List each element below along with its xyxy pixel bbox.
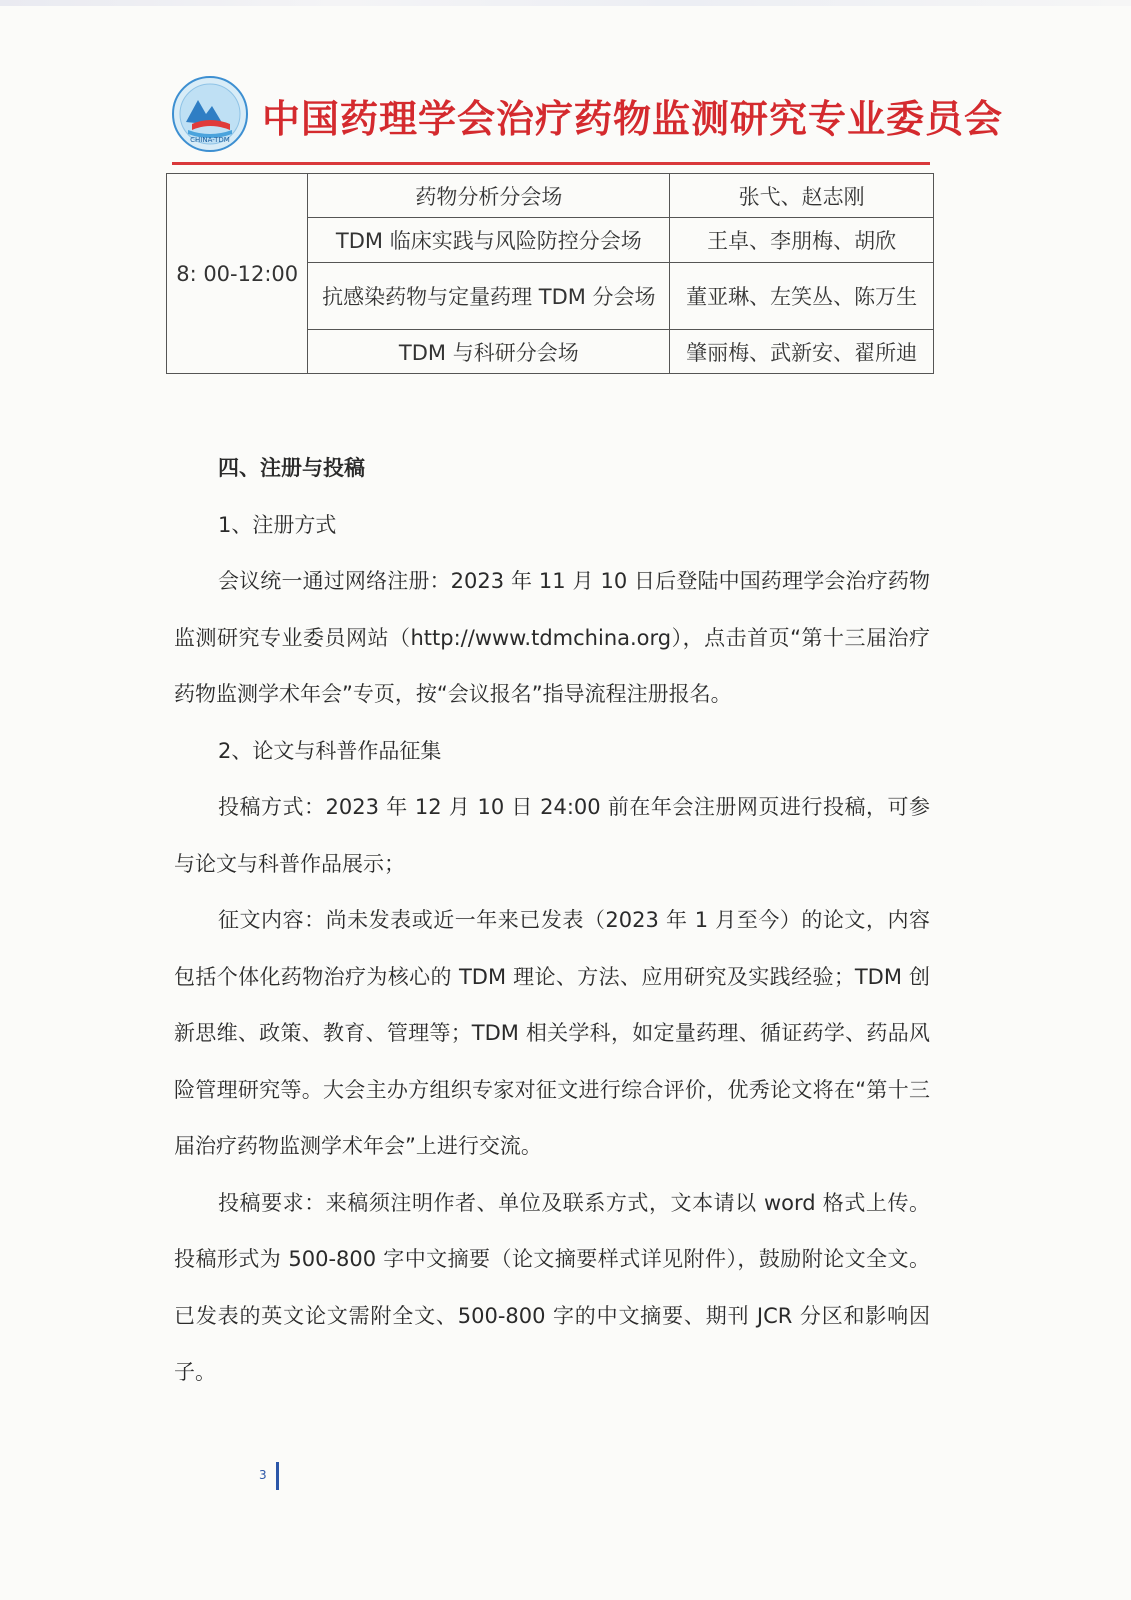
china-tdm-logo-icon	[172, 76, 248, 152]
venue-cell: 抗感染药物与定量药理 TDM 分会场	[308, 263, 670, 330]
subheading-papers: 2、论文与科普作品征集	[218, 738, 442, 763]
chairs-cell: 肇丽梅、武新安、翟所迪	[670, 330, 934, 374]
content-paragraph: 征文内容：尚未发表或近一年来已发表（2023 年 1 月至今）的论文，内容包括个体化药物治疗为核心的 TDM 理论、方法、应用研究及实践经验；TDM 创新思维、政策、教育、管理等；TDM 相关学科，如定量药理、循证药学、药品风险管理研究等。大会主办方组织专家对征文进行综合评价，优秀论文将在“第十三届治疗药物监测学术年会”上进行交流。	[174, 908, 930, 1158]
venue-cell: 药物分析分会场	[308, 174, 670, 218]
section-heading: 四、注册与投稿	[218, 456, 365, 480]
registration-section	[174, 440, 930, 1401]
submission-method-paragraph: 投稿方式：2023 年 12 月 10 日 24:00 前在年会注册网页进行投稿，可参与论文与科普作品展示；	[174, 795, 930, 876]
page-number: 3	[259, 1468, 267, 1482]
chairs-cell: 张弋、赵志刚	[670, 174, 934, 218]
organization-title: 中国药理学会治疗药物监测研究专业委员会	[262, 97, 1004, 141]
table-row	[167, 174, 934, 218]
svg-text:CHINA-TDM: CHINA-TDM	[190, 136, 230, 144]
requirements-paragraph: 投稿要求：来稿须注明作者、单位及联系方式，文本请以 word 格式上传。投稿形式为 500-800 字中文摘要（论文摘要样式详见附件），鼓励附论文全文。已发表的英文论文需附全文、500-800 字的中文摘要、期刊 JCR 分区和影响因子。	[174, 1190, 930, 1384]
chairs-cell: 董亚琳、左笑丛、陈万生	[670, 263, 934, 330]
venue-cell: TDM 临床实践与风险防控分会场	[308, 218, 670, 263]
venue-cell: TDM 与科研分会场	[308, 330, 670, 374]
header-rule	[172, 162, 930, 165]
schedule-table	[166, 173, 934, 374]
letterhead	[172, 76, 1004, 168]
chairs-cell: 王卓、李朋梅、胡欣	[670, 218, 934, 263]
scan-edge	[0, 0, 1131, 6]
time-cell: 8: 00-12:00	[167, 174, 308, 374]
registration-paragraph: 会议统一通过网络注册：2023 年 11 月 10 日后登陆中国药理学会治疗药物监测研究专业委员网站（http://www.tdmchina.org），点击首页“第十三届治疗药物监测学术年会”专页，按“会议报名”指导流程注册报名。	[174, 569, 930, 706]
subheading-registration: 1、注册方式	[218, 512, 337, 537]
page-number-bar	[276, 1462, 279, 1490]
